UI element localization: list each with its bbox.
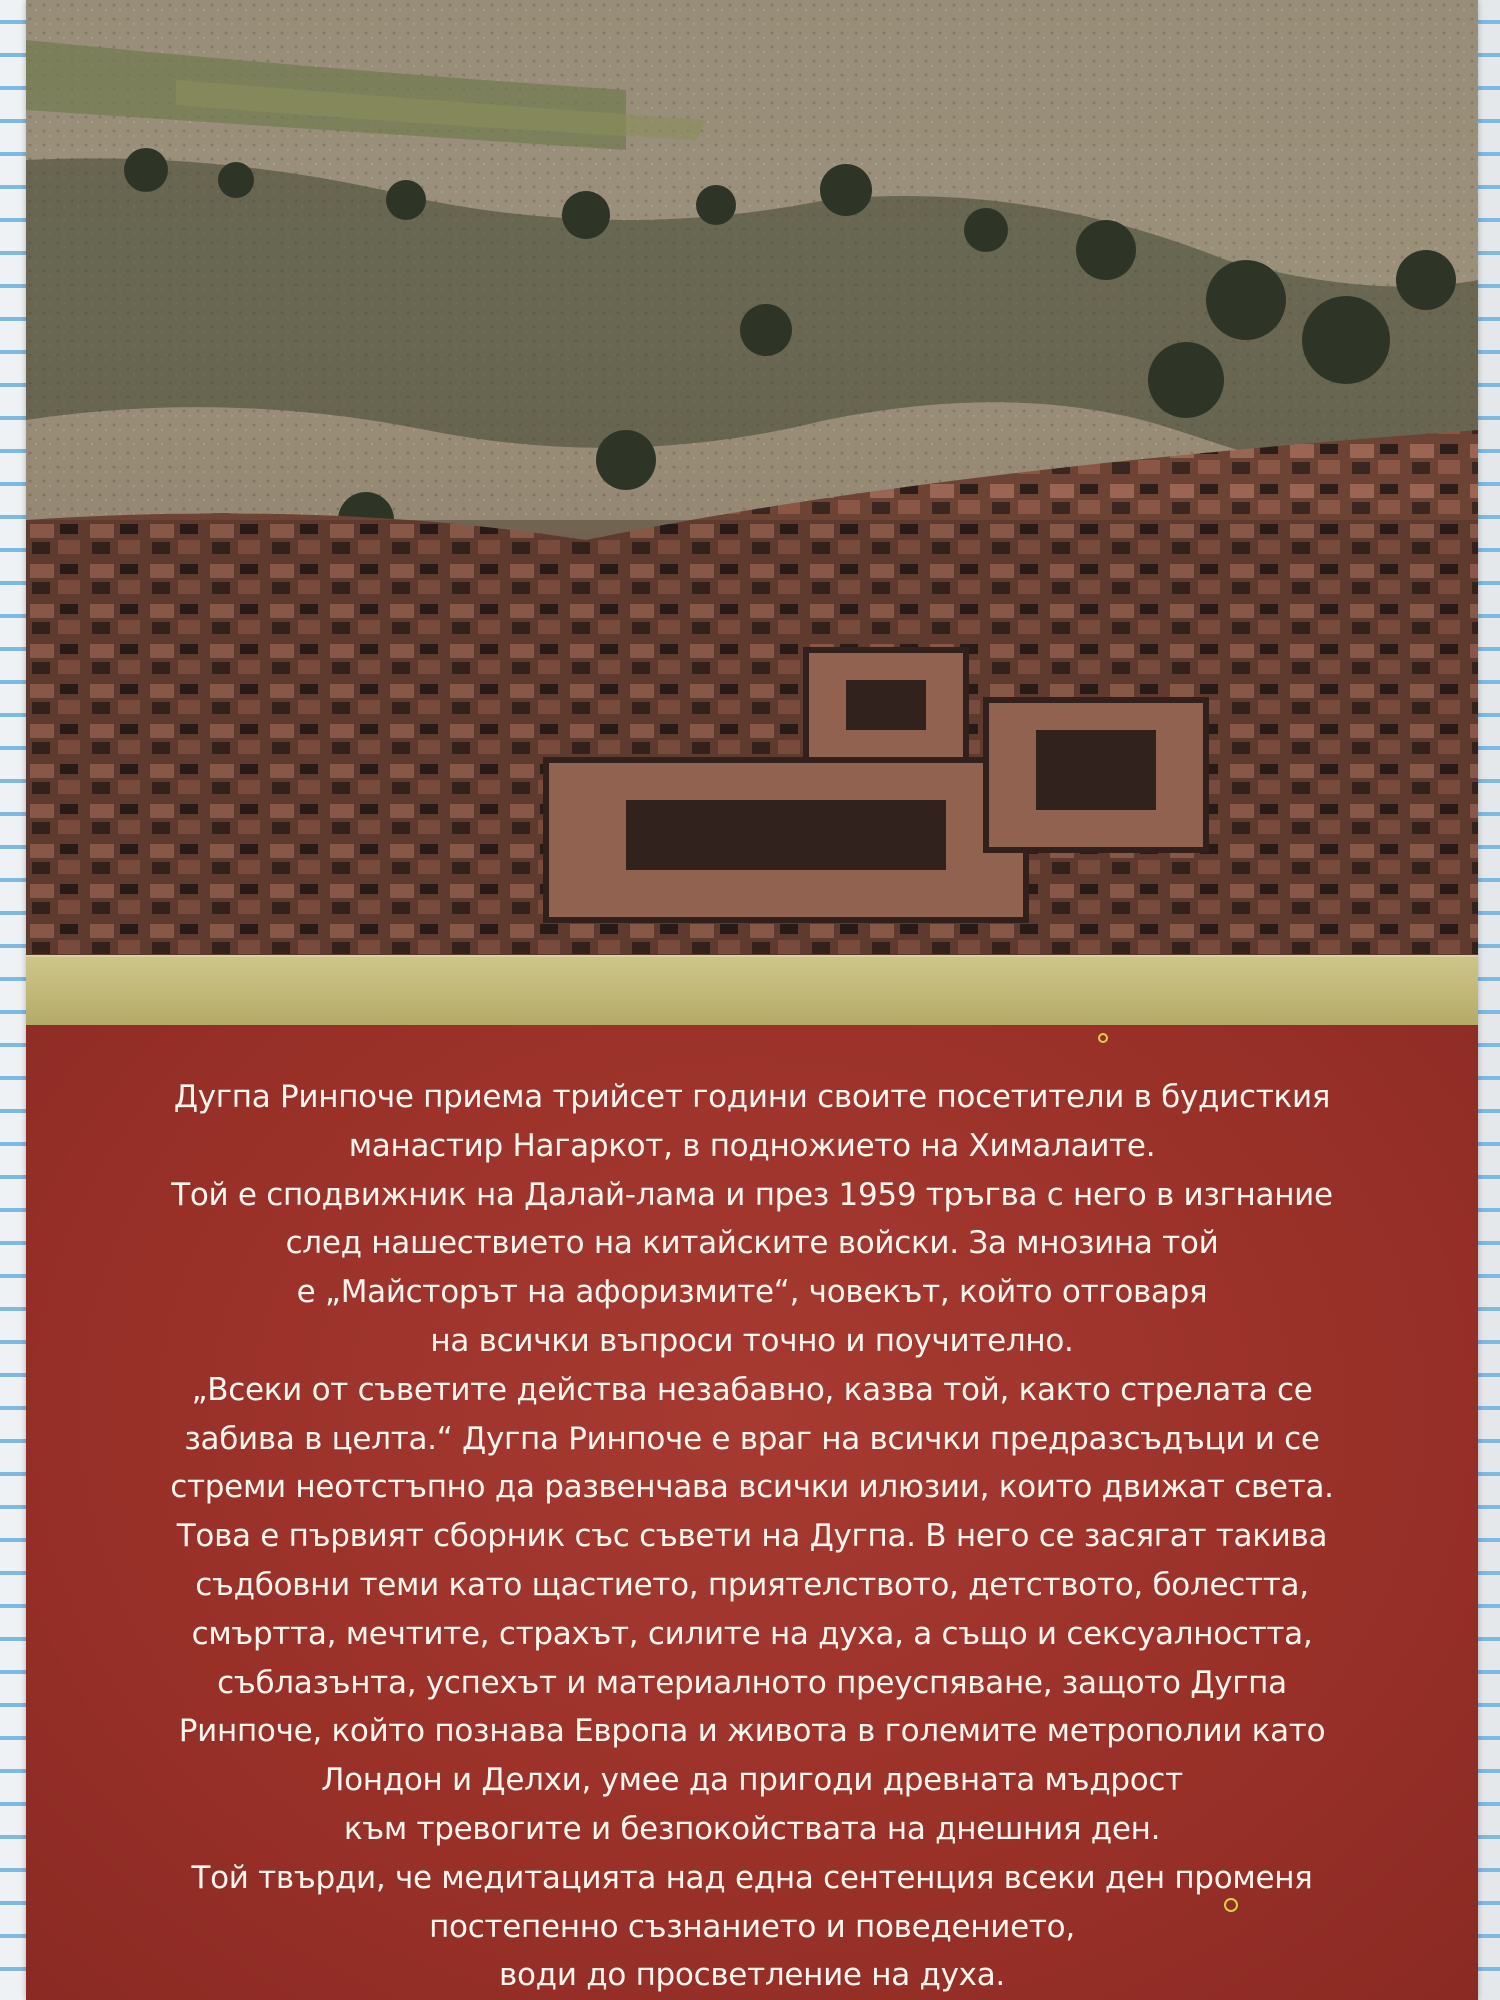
blurb-line: смъртта, мечтите, страхът, силите на духа, а също и сексуалността,: [191, 1615, 1313, 1652]
cover-photo: [26, 0, 1478, 955]
blurb-panel: [26, 1025, 1478, 2000]
book-back-cover: [26, 0, 1478, 2000]
printing-speck: [1098, 1033, 1108, 1043]
blurb-line: Лондон и Делхи, умее да пригоди древната мъдрост: [321, 1762, 1183, 1799]
blurb-line: „Всеки от съветите действа незабавно, казва той, както стрелата се: [191, 1371, 1313, 1408]
notebook-paper-left-edge: [0, 0, 26, 2000]
blurb-line: манастир Нагаркот, в подножието на Хималаите.: [348, 1127, 1156, 1164]
blurb-line: Дугпа Ринпоче приема трийсет години своите посетители в будисткия: [173, 1079, 1331, 1115]
blurb-line: съдбовни теми като щастието, приятелството, детството, болестта,: [195, 1566, 1309, 1603]
blurb-text: [56, 1073, 1448, 2000]
blurb-line: забива в целта.“ Дугпа Ринпоче е враг на всички предразсъдъци и се: [184, 1420, 1320, 1457]
blurb-line: е „Майсторът на афоризмите“, човекът, който отговаря: [296, 1274, 1208, 1311]
blurb-line: Той е сподвижник на Далай-лама и през 1959 тръгва с него в изгнание: [171, 1176, 1333, 1213]
blurb-line: води до просветление на духа.: [499, 1957, 1005, 1994]
blurb-line: Той твърди, че медитацията над една сентенция всеки ден променя: [191, 1859, 1313, 1896]
printing-speck: [1224, 1898, 1238, 1912]
notebook-paper-right-edge: [1478, 0, 1500, 2000]
monastery-ruins-image: [26, 0, 1478, 955]
blurb-line: Ринпоче, който познава Европа и живота в големите метрополии като: [178, 1713, 1326, 1750]
blurb-line: след нашествието на китайските войски. За мнозина той: [285, 1225, 1219, 1262]
blurb-line: към тревогите и безпокойствата на днешния ден.: [343, 1810, 1161, 1847]
blurb-line: на всички въпроси точно и поучително.: [430, 1322, 1074, 1359]
decorative-gold-band: [26, 955, 1478, 1027]
blurb-line: съблазънта, успехът и материалното преуспяване, защото Дугпа: [217, 1664, 1287, 1701]
blurb-line: постепенно съзнанието и поведението,: [429, 1908, 1075, 1945]
blurb-line: Това е първият сборник със съвети на Дугпа. В него се засягат такива: [176, 1518, 1328, 1555]
blurb-line: стреми неотстъпно да развенчава всички илюзии, които движат света.: [170, 1469, 1334, 1506]
